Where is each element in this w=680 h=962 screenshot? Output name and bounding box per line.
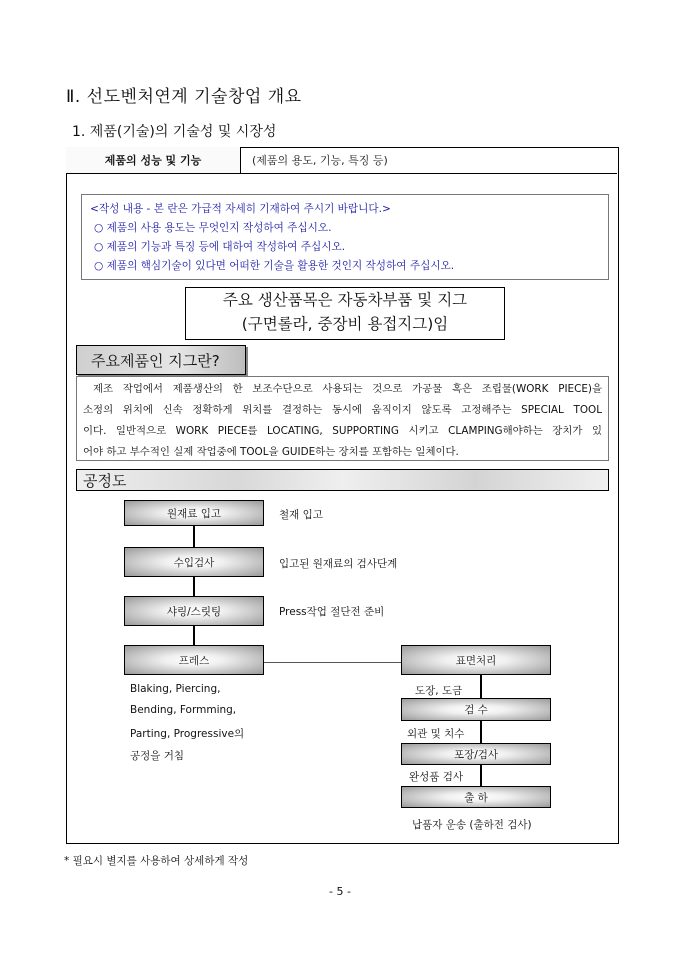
flow-connector — [193, 626, 195, 645]
step-desc: 완성품 검사 — [409, 771, 464, 783]
instruction-line: ○ 제품의 사용 용도는 무엇인지 작성하여 주십시오. — [94, 222, 332, 234]
step-surface-treatment: 표면처리 — [401, 645, 551, 675]
section-title: Ⅱ. 선도벤처연계 기술창업 개요 — [66, 87, 302, 107]
press-desc-line: Parting, Progressive의 — [130, 728, 245, 740]
jig-paragraph-line: 소정의 위치에 신속 정확하게 위치를 결정하는 동시에 움직이지 않도록 고정해주는 SPECIAL TOOL — [83, 404, 603, 416]
step-inspection: 검 수 — [401, 698, 551, 721]
step-desc: 입고된 원재료의 검사단계 — [279, 558, 398, 570]
table-header-row — [66, 147, 617, 174]
step-press: 프레스 — [124, 645, 264, 675]
instruction-box — [81, 194, 609, 280]
step-shipping: 출 하 — [401, 786, 551, 808]
press-desc-line: Blaking, Piercing, — [130, 683, 221, 695]
instruction-line: ○ 제품의 핵심기술이 있다면 어떠한 기술을 활용한 것인지 작성하여 주십시오. — [94, 260, 455, 272]
step-desc: 철재 입고 — [279, 509, 323, 521]
flow-connector — [193, 526, 195, 548]
step-desc: 외관 및 치수 — [407, 728, 465, 740]
step-incoming-inspection: 수입검사 — [124, 547, 264, 577]
jig-paragraph — [76, 376, 609, 461]
step-desc: 도장, 도금 — [415, 685, 463, 697]
jig-heading: 주요제품인 지그란? — [76, 345, 246, 375]
flow-connector-horizontal — [264, 662, 401, 663]
flow-connector — [480, 675, 482, 699]
step-shearing: 샤링/스릿팅 — [124, 596, 264, 626]
step-packaging: 포장/검사 — [401, 743, 551, 765]
flow-connector — [480, 721, 482, 743]
flow-connector — [193, 577, 195, 596]
jig-paragraph-line: 이다. 일반적으로 WORK PIECE를 LOCATING, SUPPORTING 시키고 CLAMPING해야하는 장치가 있 — [83, 425, 603, 437]
jig-paragraph-line: 제조 작업에서 제품생산의 한 보조수단으로 사용되는 것으로 가공물 혹은 조립물(WORK PIECE)을 — [93, 383, 602, 395]
step-desc: 납품자 운송 (출하전 검사) — [412, 819, 532, 831]
instruction-line: <작성 내용 - 본 란은 가급적 자세히 기재하여 주시기 바랍니다.> — [90, 203, 391, 215]
flow-connector — [480, 765, 482, 786]
instruction-line: ○ 제품의 기능과 특징 등에 대하여 작성하여 주십시오. — [94, 241, 346, 253]
summary-line-2: (구면롤라, 중장비 용접지그)임 — [241, 315, 449, 333]
subsection-title: 1. 제품(기술)의 기술성 및 시장성 — [72, 124, 277, 140]
jig-paragraph-line: 어야 하고 부수적인 실제 작업중에 TOOL을 GUIDE하는 장치를 포함하는 일체이다. — [83, 446, 459, 458]
summary-line-1: 주요 생산품목은 자동차부품 및 지그 — [222, 291, 468, 309]
process-heading: 공정도 — [76, 469, 609, 491]
step-raw-material: 원재료 입고 — [124, 500, 264, 526]
table-hint: (제품의 용도, 기능, 특징 등) — [252, 154, 388, 167]
summary-box — [185, 287, 505, 340]
table-label: 제품의 성능 및 기능 — [66, 147, 241, 173]
press-desc-line: Bending, Formming, — [130, 704, 237, 716]
page-number: - 5 - — [329, 885, 351, 898]
step-desc: Press작업 절단전 준비 — [279, 606, 385, 618]
press-desc-line: 공정을 거침 — [130, 750, 185, 762]
footnote: * 필요시 별지를 사용하여 상세하게 작성 — [64, 855, 249, 867]
